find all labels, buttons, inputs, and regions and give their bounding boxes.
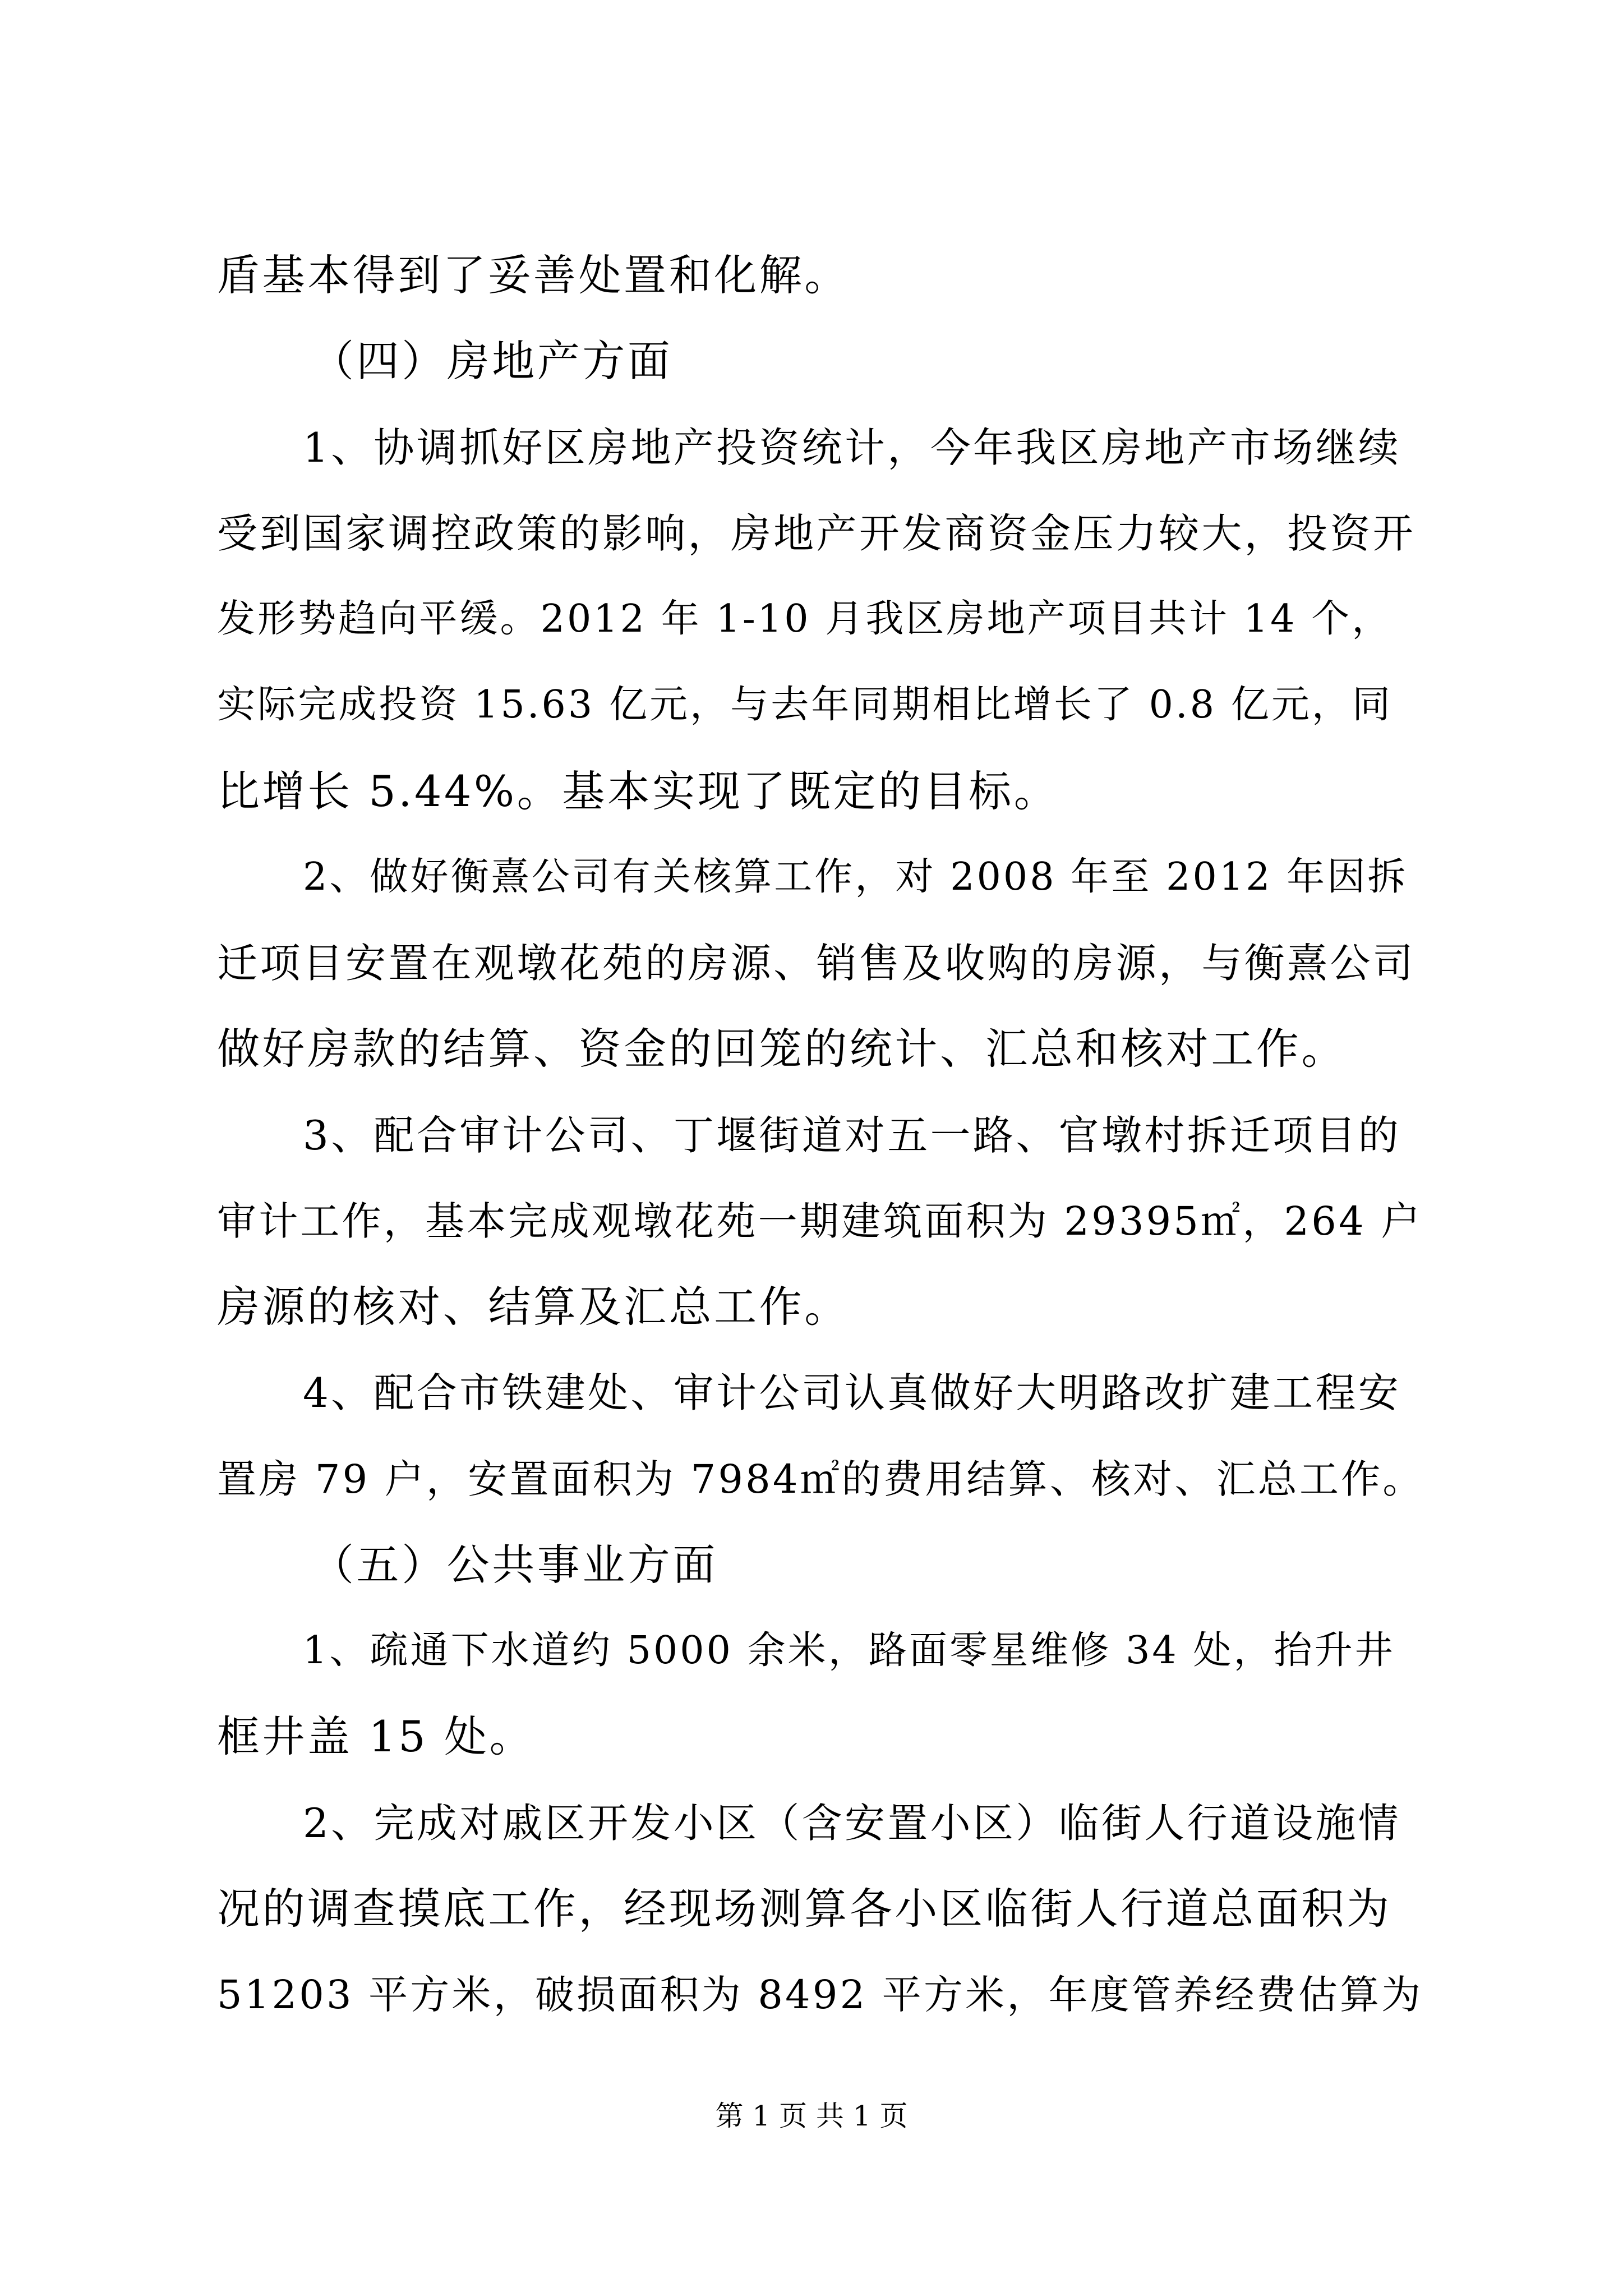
text-line: 2、做好衡熹公司有关核算工作，对 2008 年至 2012 年因拆 [303, 855, 1408, 899]
section-heading: （五）公共事业方面 [311, 1540, 718, 1590]
text-line: 况的调查摸底工作，经现场测算各小区临街人行道总面积为 [217, 1884, 1392, 1934]
text-line: 2、完成对戚区开发小区（含安置小区）临街人行道设施情 [303, 1800, 1401, 1847]
text-line: 比增长 5.44%。基本实现了既定的目标。 [217, 766, 1059, 816]
text-line: 房源的核对、结算及汇总工作。 [217, 1282, 850, 1332]
text-line: 审计工作，基本完成观墩花苑一期建筑面积为 29395㎡，264 户 [217, 1198, 1423, 1244]
page-footer: 第 1 页 共 1 页 [715, 2100, 908, 2132]
section-heading: （四）房地产方面 [311, 336, 673, 386]
text-line: 3、配合审计公司、丁堰街道对五一路、官墩村拆迁项目的 [303, 1112, 1401, 1159]
text-line: 框井盖 15 处。 [217, 1711, 535, 1761]
text-line: 51203 平方米，破损面积为 8492 平方米，年度管养经费估算为 [217, 1972, 1423, 2018]
text-line: 置房 79 户，安置面积为 7984㎡的费用结算、核对、汇总工作。 [217, 1456, 1424, 1502]
text-line: 做好房款的结算、资金的回笼的统计、汇总和核对工作。 [217, 1024, 1347, 1074]
text-line: 4、配合市铁建处、审计公司认真做好大明路改扩建工程安 [303, 1369, 1401, 1416]
text-line: 1、疏通下水道约 5000 余米，路面零星维修 34 处，抬升井 [303, 1628, 1395, 1673]
text-line: 实际完成投资 15.63 亿元，与去年同期相比增长了 0.8 亿元，同 [217, 683, 1393, 727]
text-line: 盾基本得到了妥善处置和化解。 [217, 250, 850, 300]
text-line: 1、协调抓好区房地产投资统计，今年我区房地产市场继续 [303, 424, 1401, 471]
text-line: 发形势趋向平缓。2012 年 1-10 月我区房地产项目共计 14 个， [217, 597, 1393, 641]
text-line: 迁项目安置在观墩花苑的房源、销售及收购的房源，与衡熹公司 [217, 940, 1415, 987]
text-line: 受到国家调控政策的影响，房地产开发商资金压力较大，投资开 [217, 510, 1415, 557]
